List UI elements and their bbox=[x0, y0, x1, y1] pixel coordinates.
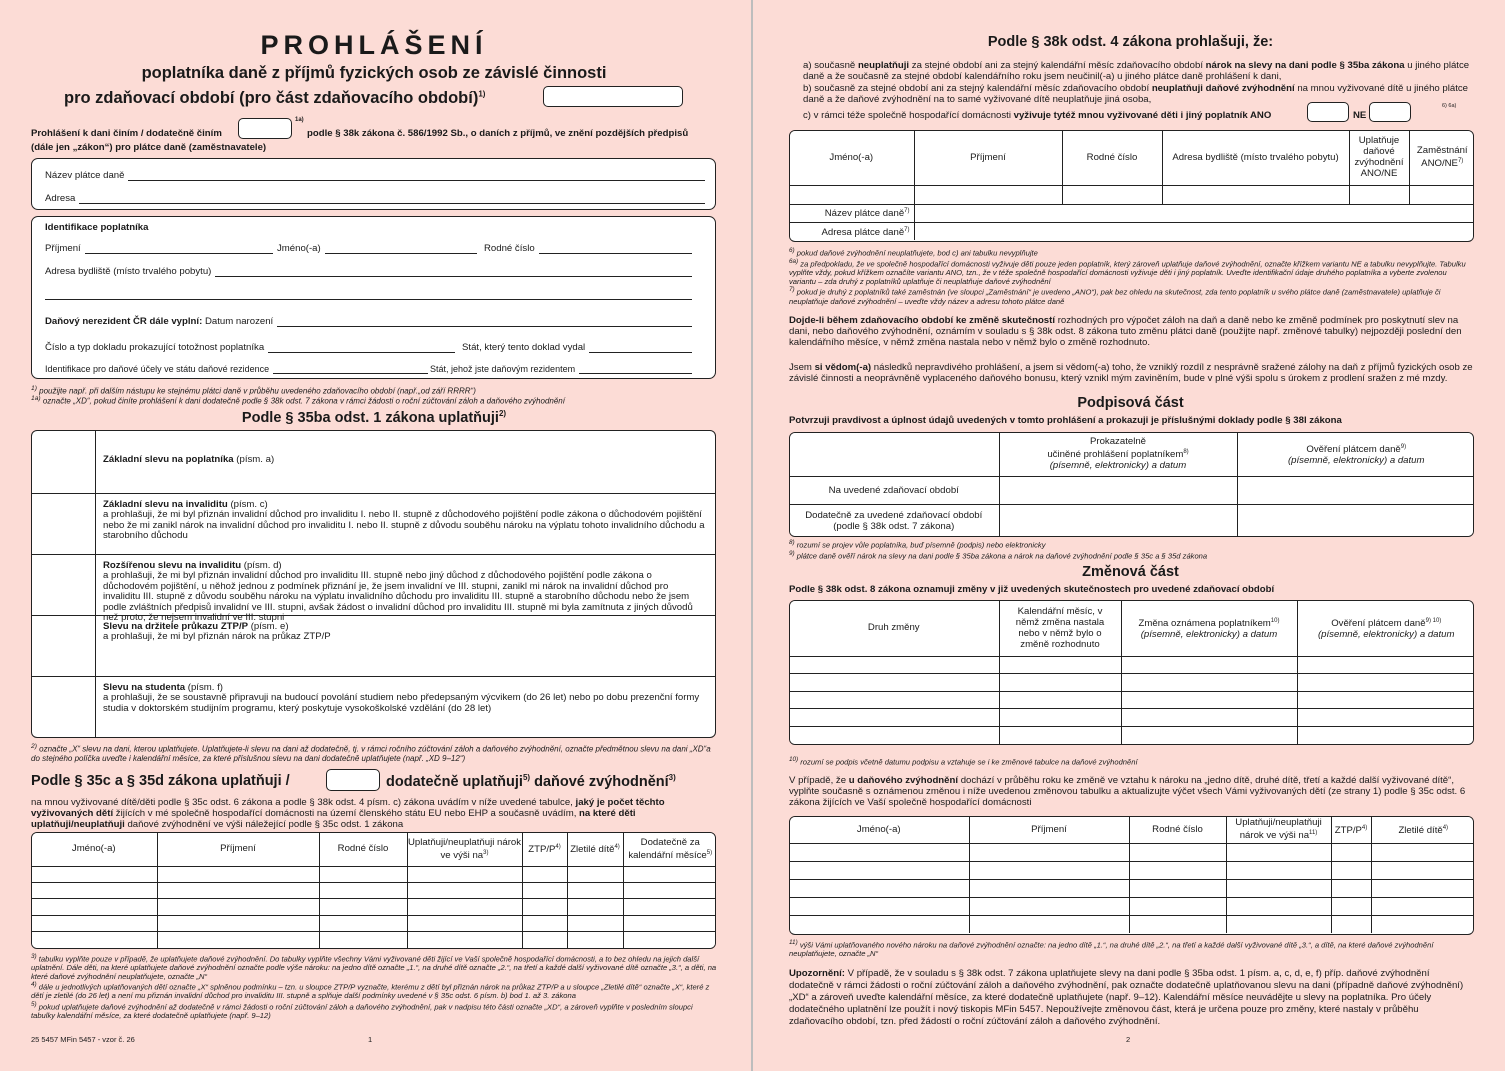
table-row bbox=[789, 674, 1474, 692]
footnote-1a: označte „XD“, pokud činíte prohlášení k dani dodatečně podle § 38k odst. 7 zákona v rámci žádosti o roční zúčtování záloh a daňového zvýhodnění bbox=[42, 396, 565, 406]
signature-table: Prokazatelně učiněné prohlášení poplatníkem$^{8)}$ (písemně, elektronicky) a datum Ověření plátcem daně$^{9)}$ (písemně, elektronicky) a datum Na uvedené zdaňovací období Dodatečně za uvedené zdaňovací období (podle § 38k odst. 7 zákona) bbox=[789, 432, 1474, 537]
footnote-7: pokud je druhý z poplatníků také zaměstnán (ve sloupci „Zaměstnání“ je uvedeno „ANO“), pak bez ohledu na skutečnost, zda tento poplatník u svého plátce daně (zaměstnavatele) uplatňuje či neuplatňuje daňové zvýhodnění – uveďte vždy název a adresu tohoto plátce daně bbox=[789, 287, 1441, 306]
table-cell[interactable] bbox=[999, 726, 1121, 744]
change-table: Druh změny Kalendářní měsíc, v němž změna nastala nebo v němž bylo o změně rozhodnuto Změna oznámena poplatníkem$^{10)}$ (písemně, elektronicky) a datum Ověření plátcem daně$^{9) 10)}$ (písemně, elektronicky) a datum bbox=[789, 600, 1474, 745]
change-child-notice: V případě, že u daňového zvýhodnění dochází v průběhu roku ke změně ve vztahu k nároku na „jedno dítě, druhé dítě, třetí a každé další vyživované dítě“, vyplňte současně s oznámenou změnou i níže uvedenou změnovou tabulku a aktualizujte výčet všech Vámi vyživovaných dětí (ze strany 1) podle § 35c odst. 6 zákona žijících ve Vaší společně hospodařící domácnosti bbox=[789, 775, 1466, 808]
footnote-8: rozumí se projev vůle poplatníka, buď písemně (podpis) nebo elektronicky bbox=[796, 540, 1046, 550]
iddoc-field[interactable] bbox=[268, 343, 455, 353]
other-payer-address-label: Adresa plátce daně$^{7)}$ bbox=[789, 222, 914, 240]
table-cell[interactable] bbox=[522, 899, 567, 915]
discount-row: Základní slevu na poplatníka (písm. a) bbox=[32, 431, 716, 493]
table-cell[interactable] bbox=[319, 915, 407, 931]
table-row bbox=[789, 897, 1474, 915]
discount-checkbox[interactable] bbox=[32, 431, 96, 493]
table-cell[interactable] bbox=[31, 932, 157, 948]
change-notice: Dojde-li během zdaňovacího období ke změně skutečností rozhodných pro výpočet záloh na daň a daně nebo ke změně podmínek pro poskytnutí slev na dani, nebo daňového zvýhodnění, oznámím v souladu s § 38k odst. 8 zákona tuto změnu plátci daně (použijte např. změnové tabulky) nejpozději poslední den kalendářního měsíce, v němž změna nastala nebo v němž bylo o změně rozhodnuto. bbox=[789, 315, 1462, 348]
table-cell[interactable] bbox=[319, 899, 407, 915]
table-cell[interactable] bbox=[522, 915, 567, 931]
table-cell[interactable] bbox=[789, 861, 969, 879]
table-row bbox=[789, 861, 1474, 879]
discount-row: Slevu na držitele průkazu ZTP/P (písm. e) a prohlašuji, že mi byl přiznán nárok na průkaz ZTP/P bbox=[32, 615, 716, 676]
footnote-6a: za předpokladu, že ve společně hospodařící domácnosti vyživuje děti pouze jeden poplatník, který zároveň uplatňuje daňové zvýhodnění, označte křížkem variantu NE a tabulku nevyplňujte. Tabulku vyplňte vždy, pokud křížkem označíte variantu ANO, tzn., že v téže společně hospodařící domácnosti vyživuje děti i jiný poplatník. Uveďte identifikační údaje druhého poplatníka a vyberte zvolenou variantu – zda druhý z poplatníků uplatňuje či neuplatňuje daňové zvýhodnění bbox=[789, 259, 1466, 286]
table-cell[interactable] bbox=[623, 932, 716, 948]
table-row bbox=[789, 843, 1474, 861]
table-cell[interactable] bbox=[969, 861, 1129, 879]
table-cell[interactable] bbox=[1331, 843, 1371, 861]
table-cell[interactable] bbox=[789, 843, 969, 861]
table-cell[interactable] bbox=[1162, 185, 1349, 204]
table-row bbox=[789, 691, 1474, 709]
table-cell[interactable] bbox=[1226, 897, 1331, 915]
table-cell[interactable] bbox=[157, 932, 319, 948]
table-cell[interactable] bbox=[969, 843, 1129, 861]
table-cell[interactable] bbox=[1297, 691, 1474, 709]
table-cell[interactable] bbox=[407, 932, 522, 948]
table-cell[interactable] bbox=[1331, 879, 1371, 897]
taxpayer-signature-cell[interactable] bbox=[999, 476, 1237, 504]
table-cell[interactable] bbox=[1371, 915, 1474, 933]
form-code: 25 5457 MFin 5457 - vzor č. 26 bbox=[31, 1035, 135, 1044]
birthdate-field[interactable] bbox=[277, 317, 692, 327]
table-cell[interactable] bbox=[567, 866, 623, 882]
table-cell[interactable] bbox=[623, 899, 716, 915]
table-cell[interactable] bbox=[1371, 879, 1474, 897]
signature-confirm: Potvrzuji pravdivost a úplnost údajů uvedených v tomto prohlášení a prokazuji je příslušnými doklady podle § 38l zákona bbox=[789, 415, 1342, 426]
taxstate-field[interactable] bbox=[579, 364, 692, 374]
page-divider bbox=[751, 0, 753, 1071]
tax-period-input[interactable] bbox=[543, 86, 683, 107]
column-header: Zletilé dítě$^{4)}$ bbox=[567, 832, 623, 866]
table-cell[interactable] bbox=[31, 866, 157, 882]
column-header: Rodné číslo bbox=[319, 832, 407, 866]
table-cell[interactable] bbox=[157, 915, 319, 931]
signature-row-additional: Dodatečně za uvedené zdaňovací období (podle § 38k odst. 7 zákona) bbox=[789, 504, 999, 537]
table-cell[interactable] bbox=[1121, 726, 1297, 744]
footnote-3: tabulku vyplňte pouze v případě, že uplatňujete daňové zvýhodnění. Do tabulky vyplňte všechny Vámi vyživované děti žijící ve Vaší společně hospodařící domácnosti, a to bez ohledu na jejich další uplatnění. Dále děti, na které uplatňujete daňové zvýhodnění označte podle výše nároku: na jedno dítě označte „1.“, na druhé dítě označte „2.“, na třetí a každé další vyživované dítě označte „3.“, a děti, na které daňové zvýhodnění neuplatňujete, označte „N“ bbox=[31, 954, 717, 981]
section-35c-text: na mnou vyživované dítě/děti podle § 35c odst. 6 zákona a podle § 38k odst. 4 písm. c) zákona uvádím v níže uvedené tabulce, jaký je počet těchto vyživovaných dětí žijících v mé společně hospodařící domácnosti na území členského státu EU nebo EHP a současně uvádím, na které děti uplatňuji/neuplatňuji daňové zvýhodnění ve výši náležející podle § 35c odst. 1 zákona bbox=[31, 797, 665, 830]
taxpayer-signature-cell-2[interactable] bbox=[999, 504, 1237, 537]
birthno-field[interactable] bbox=[539, 244, 692, 254]
form-subtitle-1: poplatníka daně z příjmů fyzických osob ze závislé činnosti bbox=[141, 64, 607, 82]
table-cell[interactable] bbox=[1331, 861, 1371, 879]
column-header: ZTP/$P^{4)}$ bbox=[1331, 816, 1371, 843]
table-cell[interactable] bbox=[1129, 879, 1226, 897]
table-row bbox=[31, 915, 716, 931]
column-header: Dodatečně za kalendářní měsíce$^{5)}$ bbox=[623, 832, 716, 866]
section-35c-title-b: dodatečně uplatňuji$^{5)}$ daňové zvýhodnění$^{3)}$ bbox=[386, 773, 676, 790]
payer-name-field[interactable] bbox=[128, 171, 705, 181]
footnote-2: označte „X“ slevu na dani, kterou uplatňujete. Uplatňujete-li slevu na dani až dodatečně, tj. v rámci ročního zúčtování záloh a daňového zvýhodnění, označte předmětnou slevu na dani „XD“a do stejného políčka uveďte i kalendářní měsíce, za které příslušnou slevu na dani dodatečně uplatňujete (např. „XD 9–12“) bbox=[31, 744, 711, 763]
table-cell[interactable] bbox=[157, 866, 319, 882]
table-cell[interactable] bbox=[319, 932, 407, 948]
table-cell[interactable] bbox=[157, 882, 319, 898]
address-field-2[interactable] bbox=[45, 299, 692, 300]
discounts-table bbox=[31, 430, 716, 738]
identification-box: Identifikace poplatníka Příjmení Jméno(-a) Rodné číslo Adresa bydliště (místo trvalého pobytu) Daňový nerezident ČR dále vyplní: Datum narození Číslo a typ dokladu prokazující totožnost poplatníka Stát, který tento doklad vydal Identifikace pro daňové účely ve státu daňové rezidence Stát, jehož jste daňovým rezidentem bbox=[31, 216, 716, 379]
table-cell[interactable] bbox=[623, 882, 716, 898]
table-row bbox=[789, 726, 1474, 744]
column-header: Zletilé dítě$^{4)}$ bbox=[1371, 816, 1474, 843]
table-cell[interactable] bbox=[999, 691, 1121, 709]
table-cell[interactable] bbox=[522, 866, 567, 882]
payer-address-field[interactable] bbox=[79, 194, 705, 204]
table-cell[interactable] bbox=[567, 899, 623, 915]
table-cell[interactable] bbox=[1129, 915, 1226, 933]
table-cell[interactable] bbox=[789, 915, 969, 933]
table-cell[interactable] bbox=[1226, 879, 1331, 897]
table-cell[interactable] bbox=[407, 866, 522, 882]
column-header: Zaměstnání ANO/NE$^{7)}$ bbox=[1409, 130, 1474, 185]
firstname-field[interactable] bbox=[325, 244, 477, 254]
page-1: PROHLÁŠENÍ poplatníka daně z příjmů fyzických osob ze závislé činnosti pro zdaňovací období (pro část zdaňovacího období)$^{1)}$ Prohlášení k dani činím / dodatečně činím 1a) podle § 38k zákona č. 586/1992 Sb., o daních z příjmů, ve znění pozdějších předpisů (dále jen „zákon“) pro plátce daně (zaměstnavatele) Název plátce daně Adresa Identifikace poplatníka Příjmení Jméno(-a) Rodné číslo Adresa bydliště (místo trvalého pobytu) Daňový nerezident ČR dále vyplní: Datum narození Číslo a typ dokladu prokazující totožnost poplatníka Stát, který tento doklad vydal Identifikace pro daňové účely ve státu daňové rezidence Stát, jehož jste daňovým rezidentem $^{1)}$ použijte např. při dalším nástupu ke stejnému plátci daně v průběhu uvedeného zdaňovacího období (např.„od září RRRR“) $^{1a)}$ označte „XD“, pokud činíte prohlášení k dani dodatečně podle § 38k odst. 7 zákona v rámci žádosti o roční zúčtování záloh a daňového zvýhodnění Podle § 35ba odst. 1 zákona uplatňuji$^{2)}$ Základní slevu na poplatníka (písm. a) Základní slevu na invaliditu (písm. c) a prohlašuji, že mi byl přiznán invalidní důchod pro invaliditu I. nebo II. stupně z důchodového pojištění podle zákona o důchodovém pojištění nebo že mi zanikl nárok na invalidní důchod pro invaliditu I. nebo II. stupně z důvodu souběhu nároku na výplatu tohoto invalidního důchodu a starobního důchodu Rozšířenou slevu na invaliditu (písm. d) a prohlašuji, že mi byl přiznán invalidní důchod pro invaliditu III. stupně nebo jiný důchod z důchodového pojištění podle zákona o důchodovém pojištění, u něhož jednou z podmínek přiznání je, že jsem invalidní ve III. stupni, zanikl mi nárok na invalidní důchod pro invaliditu III. stupně z důvodu souběhu nároku na výplatu invalidního důchodu pro invaliditu III. stupně a starobního důchodu nebo že jsem podle zvláštních předpisů invalidní ve III. stupni, avšak žádost o invalidní důchod pro invaliditu III. stupně mi byla zamítnuta z jiných důvodů než proto, že nejsem invalidní ve III. stupni Slevu na držitele průkazu ZTP/P (písm. e) a prohlašuji, že mi byl přiznán nárok na průkaz ZTP/P Slevu na studenta (písm. f) a prohlašuji, že se soustavně připravuji na budoucí povolání studiem nebo předepsaným výcvikem (do 26 let) nebo po dobu prezenční formy studia v doktorském studijním programu, který poskytuje vysokoškolské vzdělání (do 28 let) $^{2)}$ označte „X“ slevu na dani, kterou uplatňujete. Uplatňujete-li slevu na dani až dodatečně, tj. v rámci ročního zúčtování záloh a daňového zvýhodnění, označte předmětnou slevu na dani „XD“a do stejného políčka uveďte i kalendářní měsíce, za které příslušnou slevu na dani dodatečně uplatňujete (např. „XD 9–12“) Podle § 35c a § 35d zákona uplatňuji / dodatečně uplatňuji$^{5)}$ daňové zvýhodnění$^{3)}$ na mnou vyživované dítě/děti podle § 35c odst. 6 zákona a podle § 38k odst. 4 písm. c) zákona uvádím v níže uvedené tabulce, jaký je počet těchto vyživovaných dětí žijících v mé společně hospodařící domácnosti na území členského státu EU nebo EHP a současně uvádím, na které děti uplatňuji/neuplatňuji daňové zvýhodnění ve výši náležející podle § 35c odst. 1 zákona Jméno(-a) Příjmení Rodné číslo Uplatňuji/neuplatňuji nárok ve výši $na^{3)}$ ZTP/$P^{4)}$ Zletilé dítě$^{4)}$ Dodatečně za kalendářní měsíce$^{5)}$ $^{3)}$ tabulku vyplňte pouze v případě, že uplatňujete daňové zvýhodnění. Do tabulky vyplňte všechny Vámi vyživované děti žijící ve Vaší společně hospodařící domácnosti, a to bez ohledu na jejich další uplatnění. Dále děti, na které uplatňujete daňové zvýhodnění označte podle výše nároku: na jedno dítě označte „1.“, na druhé dítě označte „2.“, na třetí a každé další vyživované dítě označte „3.“, a děti, na které daňové zvýhodnění neuplatňujete, označte „N“ $^{4)}$ dále u jednotlivých uplatňovaných dětí označte „X“ splněnou podmínku – tzn. u sloupce ZTP/P vyznačte, kterému z dětí byl přiznán nárok na průkaz ZTP/P a u sloupce „Zletilé dítě“ označte „X“, které z dětí je zletilé (do 26 let) a není mu přiznán invalidní důchod pro invaliditu III. stupně a splňuje další podmínky uvedené v § 35c odst. 6 písm. b) bod 1. až 3. zákona $^{5)}$ pokud uplatňujete daňové zvýhodnění až dodatečně v rámci žádosti o roční zúčtování záloh a daňového zvýhodnění, pak v nadpisu této části označte „XD“, a zároveň vyplňte v posledním sloupci tabulky kalendářní měsíce, za které dodatečně uplatňujete (např. 9–12) 25 5457 MFin 5457 - vzor č. 26 1 bbox=[0, 0, 748, 1071]
form-title: PROHLÁŠENÍ bbox=[260, 30, 488, 60]
table-cell[interactable] bbox=[1331, 915, 1371, 933]
table-cell[interactable] bbox=[914, 185, 1062, 204]
table-cell[interactable] bbox=[999, 674, 1121, 692]
table-cell[interactable] bbox=[789, 691, 999, 709]
table-row bbox=[31, 899, 716, 915]
table-cell[interactable] bbox=[789, 879, 969, 897]
additional-flag-input[interactable] bbox=[238, 118, 292, 139]
table-cell[interactable] bbox=[789, 709, 999, 727]
other-payer-address-field[interactable] bbox=[914, 222, 1474, 240]
discount-checkbox[interactable] bbox=[32, 616, 96, 676]
table-row bbox=[31, 866, 716, 882]
footnote-10: rozumí se podpis včetně datumu podpisu a vztahuje se i ke změnové tabulce na daňové zvýhodnění bbox=[800, 757, 1138, 767]
page-number-2: 2 bbox=[1126, 1035, 1131, 1044]
other-taxpayer-table bbox=[789, 130, 1474, 242]
table-cell[interactable] bbox=[789, 897, 969, 915]
additional-claim-input[interactable] bbox=[326, 769, 380, 791]
table-cell[interactable] bbox=[1297, 726, 1474, 744]
column-header: Adresa bydliště (místo trvalého pobytu) bbox=[1162, 130, 1349, 185]
table-cell[interactable] bbox=[407, 882, 522, 898]
declaration-b: b) současně za stejné období ani za stejný kalendářní měsíc zdaňovacího období neuplatňuji daňové zvýhodnění na mnou vyživované dítě u jiného plátce daně a že daňové zvýhodnění na to samé vyživované dítě neuplatňuje jiná osoba, bbox=[803, 83, 1469, 105]
table-cell[interactable] bbox=[789, 674, 999, 692]
payer-box: Název plátce daně Adresa bbox=[31, 158, 716, 210]
table-cell[interactable] bbox=[999, 656, 1121, 674]
page-2: Podle § 38k odst. 4 zákona prohlašuji, že: a) současně neuplatňuji za stejné období ani za stejný kalendářní měsíc zdaňovacího období nárok na slevy na dani podle § 35ba zákona u jiného plátce daně a že současně za stejné období kalendářního roku jsem neučinil(-a) u jiného plátce daně prohlášení k dani, b) současně za stejné období ani za stejný kalendářní měsíc zdaňovacího období neuplatňuji daňové zvýhodnění na mnou vyživované dítě u jiného plátce daně a že daňové zvýhodnění na to samé vyživované dítě neuplatňuje jiná osoba, 6) 6a) c) v rámci téže společně hospodařící domácnosti vyživuje tytéž mnou vyživované děti i jiný poplatník ANO NE Jméno(-a) Příjmení Rodné číslo Adresa bydliště (místo trvalého pobytu) Uplatňuje daňové zvýhodnění ANO/NE Zaměstnání ANO/NE$^{7)}$ Název plátce daně$^{7)}$ Adresa plátce daně$^{7)}$ $^{6)}$ pokud daňové zvýhodnění neuplatňujete, bod c) ani tabulku nevyplňujte $^{6a)}$ za předpokladu, že ve společně hospodařící domácnosti vyživuje děti pouze jeden poplatník, který zároveň uplatňuje daňové zvýhodnění, označte křížkem variantu NE a tabulku nevyplňujte. Tabulku vyplňte vždy, pokud křížkem označíte variantu ANO, tzn., že v téže společně hospodařící domácnosti vyživuje děti i jiný poplatník. Uveďte identifikační údaje druhého poplatníka a vyberte zvolenou variantu – zda druhý z poplatníků uplatňuje či neuplatňuje daňové zvýhodnění $^{7)}$ pokud je druhý z poplatníků také zaměstnán (ve sloupci „Zaměstnání“ je uvedeno „ANO“), pak bez ohledu na skutečnost, zda tento poplatník u svého plátce daně (zaměstnavatele) uplatňuje či neuplatňuje daňové zvýhodnění – uveďte vždy název a adresu tohoto plátce daně Dojde-li během zdaňovacího období ke změně skutečností rozhodných pro výpočet záloh na daň a daně nebo ke změně podmínek pro poskytnutí slev na dani, nebo daňového zvýhodnění, oznámím v souladu s § 38k odst. 8 zákona tuto změnu plátci daně (použijte např. změnové tabulky) nejpozději poslední den kalendářního měsíce, v němž změna nastala nebo v němž bylo o změně rozhodnuto. Jsem si vědom(-a) následků nepravdivého prohlášení, a jsem si vědom(-a) toho, že vzniklý rozdíl z nesprávně sražené zálohy na daň z příjmů fyzických osob ze závislé činnosti a neoprávněně vyplaceného daňového bonusu, který vznikl mým zaviněním, bude v plné výši spolu s úrokem z prodlení sražen z mé mzdy. Podpisová část Potvrzuji pravdivost a úplnost údajů uvedených v tomto prohlášení a prokazuji je příslušnými doklady podle § 38l zákona Prokazatelně učiněné prohlášení poplatníkem$^{8)}$ (písemně, elektronicky) a datum Ověření plátcem daně$^{9)}$ (písemně, elektronicky) a datum Na uvedené zdaňovací období Dodatečně za uvedené zdaňovací období (podle § 38k odst. 7 zákona) $^{8)}$ rozumí se projev vůle poplatníka, buď písemně (podpis) nebo elektronicky $^{9)}$ plátce daně ověří nárok na slevy na dani podle § 35ba zákona a nárok na daňové zvýhodnění podle § 35c a § 35d zákona Změnová část Podle § 38k odst. 8 zákona oznamuji změny v již uvedených skutečnostech pro uvedené zdaňovací období Druh změny Kalendářní měsíc, v němž změna nastala nebo v němž bylo o změně rozhodnuto Změna oznámena poplatníkem$^{10)}$ (písemně, elektronicky) a datum Ověření plátcem daně$^{9) 10)}$ (písemně, elektronicky) a datum $^{10)}$ rozumí se podpis včetně datumu podpisu a vztahuje se i ke změnové tabulce na daňové zvýhodnění V případě, že u daňového zvýhodnění dochází v průběhu roku ke změně ve vztahu k nároku na „jedno dítě, druhé dítě, třetí a každé další vyživované dítě“, vyplňte současně s oznámenou změnou i níže uvedenou změnovou tabulku a aktualizujte výčet všech Vámi vyživovaných dětí (ze strany 1) podle § 35c odst. 6 zákona žijících ve Vaší společně hospodařící domácnosti Jméno(-a) Příjmení Rodné číslo Uplatňuji/neuplatňuji nárok ve výši $na^{11)}$ ZTP/$P^{4)}$ Zletilé dítě$^{4)}$ $^{11)}$ výši Vámi uplatňovaného nového nároku na daňové zvýhodnění označte: na jedno dítě „1.“, na druhé dítě „2.“, na třetí a každé další vyživované dítě „3.“, a dítě, na které daňové zvýhodnění neuplatňujete, označte „N“ Upozornění: V případě, že v souladu s § 38k odst. 7 zákona uplatňujete slevy na dani podle § 35ba odst. 1 písm. a, c, d, e, f) příp. daňové zvýhodnění dodatečně v rámci žádosti o roční zúčtování záloh a daňového zvýhodnění, pak označte dodatečně uplatňovanou slevu na dani (případně daňové zvýhodnění) „XD“ a zároveň uveďte kalendářní měsíce, za které dodatečně uplatňujete (např. 9–12). Kalendářní měsíce neuvádějte u slevy na poplatníka. Pro účely dodatečného uplatnění lze použít i nový tiskopis MFin 5457. Nepoužívejte změnovou část, která je určena pouze pro změny, které nastaly v průběhu zdaňovacího období, tzn. před žádostí o roční zúčtování záloh a daňového zvýhodnění. 2 bbox=[756, 0, 1505, 1071]
column-header: Jméno(-a) bbox=[789, 130, 914, 185]
table-cell[interactable] bbox=[567, 932, 623, 948]
table-cell[interactable] bbox=[1226, 843, 1331, 861]
table-cell[interactable] bbox=[522, 932, 567, 948]
change-section-text: Podle § 38k odst. 8 zákona oznamuji změny v již uvedených skutečnostech pro uvedené zdaňovací období bbox=[789, 584, 1275, 595]
table-cell[interactable] bbox=[969, 879, 1129, 897]
table-cell[interactable] bbox=[407, 899, 522, 915]
surname-field[interactable] bbox=[85, 244, 273, 254]
intro-a: Prohlášení k dani činím / dodatečně činím bbox=[31, 128, 222, 139]
table-cell[interactable] bbox=[999, 709, 1121, 727]
intro-c: (dále jen „zákon“) pro plátce daně (zaměstnavatele) bbox=[31, 142, 267, 153]
column-header: Uplatňuji/neuplatňuji nárok ve výši $na^{11)}$ bbox=[1226, 816, 1331, 843]
footnote-9: plátce daně ověří nárok na slevy na dani podle § 35ba zákona a nárok na daňové zvýhodnění podle § 35c a § 35d zákona bbox=[796, 551, 1208, 561]
signature-title: Podpisová část bbox=[1077, 395, 1184, 411]
form-subtitle-2: pro zdaňovací období (pro část zdaňovacího období)$^{1)}$ bbox=[64, 89, 486, 107]
table-row bbox=[31, 932, 716, 948]
discount-row: Základní slevu na invaliditu (písm. c) a prohlašuji, že mi byl přiznán invalidní důchod pro invaliditu I. nebo II. stupně z důchodového pojištění podle zákona o důchodovém pojištění nebo že mi zanikl nárok na invalidní důchod pro invaliditu I. nebo II. stupně z důvodu souběhu nároku na výplatu tohoto invalidního důchodu a starobního důchodu bbox=[32, 493, 716, 554]
footnote-5: pokud uplatňujete daňové zvýhodnění až dodatečně v rámci žádosti o roční zúčtování záloh a daňového zvýhodnění, pak v nadpisu této části označte „XD“, a zároveň vyplňte v posledním sloupci tabulky kalendářní měsíce, za které dodatečně uplatňujete (např. 9–12) bbox=[31, 1002, 693, 1021]
table-cell[interactable] bbox=[1226, 915, 1331, 933]
table-cell[interactable] bbox=[789, 726, 999, 744]
intro-b: podle § 38k zákona č. 586/1992 Sb., o daních z příjmů, ve znění pozdějších předpisů bbox=[307, 128, 689, 139]
footnote-11: výši Vámi uplatňovaného nového nároku na daňové zvýhodnění označte: na jedno dítě „1.“, na druhé dítě „2.“, na třetí a každé další vyživované dítě „3.“, a dítě, na které daňové zvýhodnění neuplatňujete, označte „N“ bbox=[789, 940, 1434, 959]
table-cell[interactable] bbox=[789, 185, 914, 204]
column-header: Uplatňuje daňové zvýhodnění ANO/NE bbox=[1349, 130, 1409, 185]
table-row bbox=[789, 879, 1474, 897]
column-header: Příjmení bbox=[914, 130, 1062, 185]
declaration-a: a) současně neuplatňuji za stejné období ani za stejný kalendářní měsíc zdaňovacího období nárok na slevy na dani podle § 35ba zákona u jiného plátce daně a že současně za stejné období kalendářního roku jsem neučinil(-a) u jiného plátce daně prohlášení k dani, bbox=[803, 60, 1470, 82]
footnote-4: dále u jednotlivých uplatňovaných dětí označte „X“ splněnou podmínku – tzn. u sloupce ZTP/P vyznačte, kterému z dětí byl přiznán nárok na průkaz ZTP/P a u sloupce „Zletilé dítě“ označte „X“, které z dětí je zletilé (do 26 let) a není mu přiznán invalidní důchod pro invaliditu III. stupně a splňuje další podmínky uvedené v § 35c odst. 6 písm. b) bod 1. až 3. zákona bbox=[31, 982, 710, 1001]
c-no-input[interactable] bbox=[1369, 102, 1411, 122]
table-cell[interactable] bbox=[969, 915, 1129, 933]
column-header: Jméno(-a) bbox=[789, 816, 969, 843]
table-cell[interactable] bbox=[31, 899, 157, 915]
warning-notice: Upozornění: V případě, že v souladu s § 38k odst. 7 zákona uplatňujete slevy na dani podle § 35ba odst. 1 písm. a, c, d, e, f) příp. daňové zvýhodnění dodatečně v rámci žádosti o roční zúčtování záloh a daňového zvýhodnění, pak označte dodatečně uplatňovanou slevu na dani (případně daňové zvýhodnění) „XD“ a zároveň uveďte kalendářní měsíce, za které dodatečně uplatňujete (např. 9–12). Kalendářní měsíce neuvádějte u slevy na poplatníka. Pro účely dodatečného uplatnění lze použít i nový tiskopis MFin 5457. Nepoužívejte změnovou část, která je určena pouze pro změny, které nastaly v průběhu zdaňovacího období, tzn. před žádostí o roční zúčtování záloh a daňového zvýhodnění. bbox=[789, 968, 1464, 1027]
table-row bbox=[789, 915, 1474, 933]
table-cell[interactable] bbox=[1129, 861, 1226, 879]
table-cell[interactable] bbox=[1121, 709, 1297, 727]
table-cell[interactable] bbox=[623, 866, 716, 882]
column-header: Rodné číslo bbox=[1062, 130, 1162, 185]
column-header: Rodné číslo bbox=[1129, 816, 1226, 843]
table-row bbox=[31, 882, 716, 898]
table-cell[interactable] bbox=[1129, 897, 1226, 915]
section-38k-title: Podle § 38k odst. 4 zákona prohlašuji, že: bbox=[987, 34, 1274, 50]
table-cell[interactable] bbox=[1297, 674, 1474, 692]
table-cell[interactable] bbox=[1062, 185, 1162, 204]
section-35ba-title: Podle § 35ba odst. 1 zákona uplatňuji$^{2)}$ bbox=[241, 409, 507, 426]
discount-checkbox[interactable] bbox=[32, 494, 96, 554]
other-payer-name-field[interactable] bbox=[914, 204, 1474, 222]
page-number-1: 1 bbox=[368, 1035, 373, 1044]
table-row bbox=[789, 709, 1474, 727]
table-cell[interactable] bbox=[1371, 897, 1474, 915]
table-row bbox=[789, 656, 1474, 674]
table-cell[interactable] bbox=[31, 882, 157, 898]
table-cell[interactable] bbox=[789, 656, 999, 674]
table-row bbox=[789, 185, 1474, 204]
column-header: Uplatňuji/neuplatňuji nárok ve výši $na^{3)}$ bbox=[407, 832, 522, 866]
column-header: Příjmení bbox=[157, 832, 319, 866]
footnote-1: použijte např. při dalším nástupu ke stejnému plátci daně v průběhu uvedeného zdaňovacího období (např.„od září RRRR“) bbox=[39, 386, 476, 396]
change-children-table bbox=[789, 816, 1474, 935]
payer-verify-cell[interactable] bbox=[1237, 476, 1474, 504]
table-cell[interactable] bbox=[567, 915, 623, 931]
issuer-field[interactable] bbox=[589, 343, 692, 353]
discount-checkbox[interactable] bbox=[32, 677, 96, 738]
column-header: ZTP/$P^{4)}$ bbox=[522, 832, 567, 866]
taxid-field[interactable] bbox=[273, 364, 428, 374]
signature-row-period: Na uvedené zdaňovací období bbox=[789, 476, 999, 504]
section-35c-title-a: Podle § 35c a § 35d zákona uplatňuji / bbox=[31, 773, 290, 789]
table-cell[interactable] bbox=[1371, 843, 1474, 861]
awareness-notice: Jsem si vědom(-a) následků nepravdivého prohlášení, a jsem si vědom(-a) toho, že vzniklý rozdíl z nesprávně sražené zálohy na daň z příjmů fyzických osob ze závislé činnosti a neoprávněně vyplaceného daňového bonusu, který vznikl mým zaviněním, bude v plné výši spolu s úrokem z prodlení sražen z mé mzdy. bbox=[789, 362, 1473, 384]
table-cell[interactable] bbox=[319, 882, 407, 898]
table-cell[interactable] bbox=[1129, 843, 1226, 861]
discount-row: Slevu na studenta (písm. f) a prohlašuji, že se soustavně připravuji na budoucí povolání studiem nebo předepsaným výcvikem (do 26 let) nebo po dobu prezenční formy studia v doktorském studijním programu, který poskytuje vysokoškolské vzdělání (do 28 let) bbox=[32, 676, 716, 738]
table-cell[interactable] bbox=[1226, 861, 1331, 879]
table-cell[interactable] bbox=[1121, 674, 1297, 692]
table-cell[interactable] bbox=[1121, 656, 1297, 674]
table-cell[interactable] bbox=[623, 915, 716, 931]
c-yes-input[interactable] bbox=[1307, 102, 1349, 122]
table-cell[interactable] bbox=[1331, 897, 1371, 915]
footnote-6: pokud daňové zvýhodnění neuplatňujete, bod c) ani tabulku nevyplňujte bbox=[796, 248, 1038, 258]
discount-checkbox[interactable] bbox=[32, 555, 96, 615]
table-cell[interactable] bbox=[969, 897, 1129, 915]
column-header: Příjmení bbox=[969, 816, 1129, 843]
payer-verify-cell-2[interactable] bbox=[1237, 504, 1474, 537]
table-cell[interactable] bbox=[1297, 709, 1474, 727]
children-table bbox=[31, 832, 716, 949]
address-field[interactable] bbox=[215, 267, 692, 277]
discount-row: Rozšířenou slevu na invaliditu (písm. d) a prohlašuji, že mi byl přiznán invalidní důchod pro invaliditu III. stupně nebo jiný důchod z důchodového pojištění podle zákona o důchodovém pojištění, u něhož jednou z podmínek přiznání je, že jsem invalidní ve III. stupni, zanikl mi nárok na invalidní důchod pro invaliditu III. stupně z důvodu souběhu nároku na výplatu invalidního důchodu pro invaliditu III. stupně a starobního důchodu nebo že jsem podle zvláštních předpisů invalidní ve III. stupni, avšak žádost o invalidní důchod pro invaliditu III. stupně mi byla zamítnuta z jiných důvodů než proto, že nejsem invalidní ve III. stupni bbox=[32, 554, 716, 615]
other-payer-name-label: Název plátce daně$^{7)}$ bbox=[789, 204, 914, 222]
table-cell[interactable] bbox=[522, 882, 567, 898]
table-cell[interactable] bbox=[1349, 185, 1409, 204]
table-cell[interactable] bbox=[1371, 861, 1474, 879]
identification-title: Identifikace poplatníka bbox=[45, 222, 149, 233]
table-cell[interactable] bbox=[567, 882, 623, 898]
table-cell[interactable] bbox=[1297, 656, 1474, 674]
column-header: Jméno(-a) bbox=[31, 832, 157, 866]
change-section-title: Změnová část bbox=[1082, 564, 1179, 580]
table-cell[interactable] bbox=[407, 915, 522, 931]
table-cell[interactable] bbox=[31, 915, 157, 931]
table-cell[interactable] bbox=[319, 866, 407, 882]
table-cell[interactable] bbox=[157, 899, 319, 915]
declaration-c: c) v rámci téže společně hospodařící domácnosti vyživuje tytéž mnou vyživované děti i jiný poplatník ANO bbox=[803, 110, 1272, 121]
table-cell[interactable] bbox=[1121, 691, 1297, 709]
table-cell[interactable] bbox=[1409, 185, 1474, 204]
